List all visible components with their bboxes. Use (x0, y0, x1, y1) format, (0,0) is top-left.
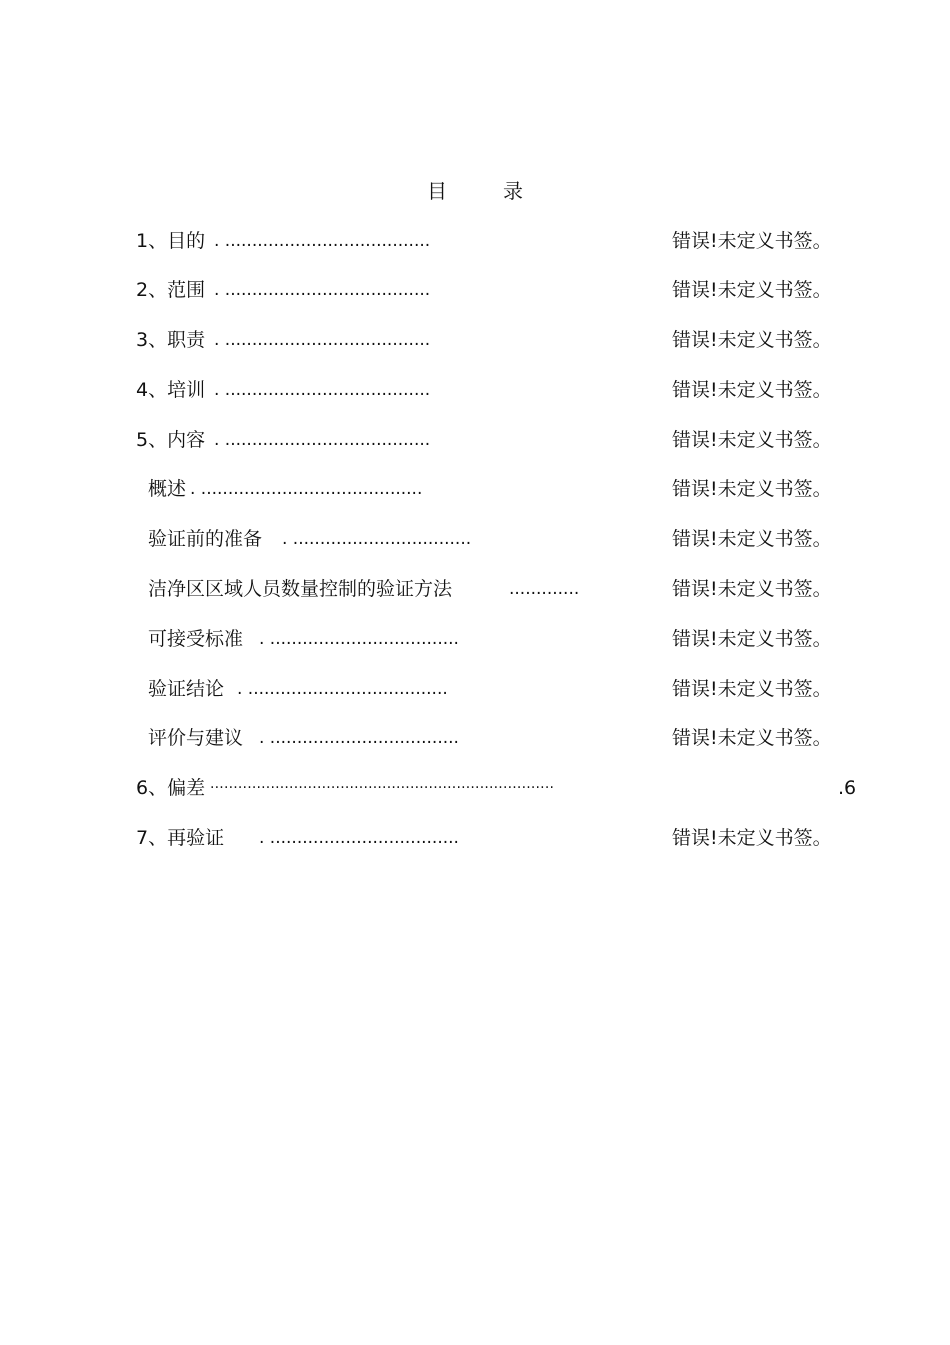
toc-entry-label: 4、培训 (136, 379, 206, 401)
toc-subentry[interactable] (0, 723, 950, 753)
toc-entry-page: 错误!未定义书签。 (672, 379, 832, 401)
toc-entry-label: 洁净区区域人员数量控制的验证方法 (148, 578, 453, 600)
toc-subentry[interactable] (0, 674, 950, 704)
toc-entry-leader: . ................................... (259, 828, 459, 848)
toc-entry-label: 可接受标准 (148, 628, 244, 650)
toc-entry[interactable] (0, 425, 950, 455)
toc-entry[interactable] (0, 823, 950, 853)
toc-subentry[interactable] (0, 574, 950, 604)
toc-entry-label: 2、范围 (136, 279, 206, 301)
toc-entry-page: 错误!未定义书签。 (672, 279, 832, 301)
toc-entry-leader: . ................................... (259, 629, 459, 649)
toc-entry-leader: . ..................................... (237, 679, 448, 699)
toc-entry-label: 验证结论 (148, 678, 225, 700)
toc-entry-leader: . ................................. (282, 529, 472, 549)
toc-entry[interactable] (0, 325, 950, 355)
toc-entry-label: 验证前的准备 (148, 528, 263, 550)
toc-subentry[interactable] (0, 474, 950, 504)
toc-entry-page: 错误!未定义书签。 (672, 628, 832, 650)
toc-title-char-2: 录 (503, 179, 523, 203)
toc-entry-label: 5、内容 (136, 429, 206, 451)
toc-entry-leader: . ...................................... (214, 330, 431, 350)
toc-entry-leader: . ................................... (259, 728, 459, 748)
toc-entry-page: 错误!未定义书签。 (672, 429, 832, 451)
toc-subentry[interactable] (0, 624, 950, 654)
toc-entry-page: 错误!未定义书签。 (672, 478, 832, 500)
toc-entry-leader: . ...................................... (214, 280, 431, 300)
toc-entry-page: 错误!未定义书签。 (672, 578, 832, 600)
toc-entry-leader: . ...................................... (214, 430, 431, 450)
toc-entry-page: 错误!未定义书签。 (672, 827, 832, 849)
toc-entry[interactable] (0, 226, 950, 256)
toc-entry[interactable] (0, 773, 950, 803)
toc-entry-leader: ............. (509, 579, 580, 599)
toc-entry[interactable] (0, 375, 950, 405)
toc-entry-page: 错误!未定义书签。 (672, 329, 832, 351)
toc-entry-label: 7、再验证 (136, 827, 225, 849)
toc-subentry[interactable] (0, 524, 950, 554)
toc-entry-page: 错误!未定义书签。 (672, 727, 832, 749)
toc-entry-label: 1、目的 (136, 230, 206, 252)
toc-entry-leader: . ...................................... (214, 380, 431, 400)
toc-entry-page: 错误!未定义书签。 (672, 528, 832, 550)
toc-entry-leader: . ...................................... (214, 231, 431, 251)
toc-entry-page: .6 (838, 777, 857, 799)
toc-entry[interactable] (0, 275, 950, 305)
toc-entry-label: 3、职责 (136, 329, 206, 351)
toc-entry-leader: . ......................................... (190, 479, 423, 499)
toc-entry-label: 6、偏差 (136, 777, 206, 799)
toc-entry-page: 错误!未定义书签。 (672, 678, 832, 700)
toc-entry-page: 错误!未定义书签。 (672, 230, 832, 252)
toc-entry-leader: ·········································································· (210, 780, 555, 796)
toc-title (0, 176, 950, 206)
toc-entry-label: 评价与建议 (148, 727, 244, 749)
toc-entry-label: 概述 (148, 478, 187, 500)
toc-title-char-1: 目 (427, 179, 447, 203)
